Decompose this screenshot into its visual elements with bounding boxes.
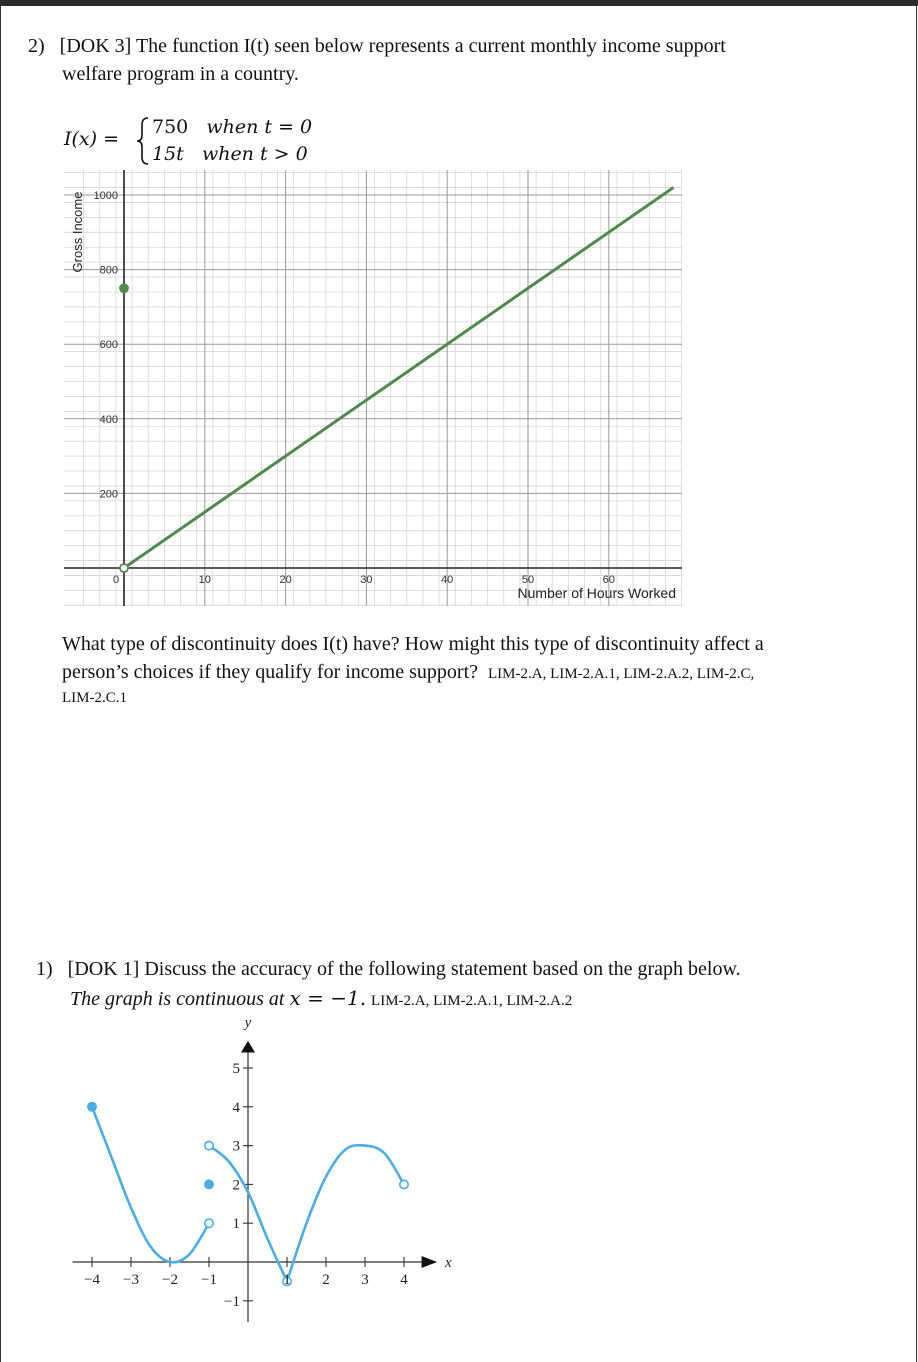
income-chart <box>60 168 685 610</box>
y-tick-label: 1 <box>232 1216 240 1233</box>
x-tick-label: 50 <box>521 574 535 586</box>
y-axis-label: Gross Income <box>70 191 85 273</box>
case-1 <box>152 114 312 141</box>
x-axis-label: Number of Hours Worked <box>517 585 676 601</box>
open-point <box>205 1219 213 1227</box>
open-point <box>205 1141 213 1149</box>
question-2-followup-text: person’s choices if they qualify for income support? <box>62 661 478 683</box>
x-tick-label: 30 <box>360 574 373 586</box>
y-tick-label: 3 <box>232 1138 240 1155</box>
case-1-condition: when t = 0 <box>206 116 313 138</box>
x-tick-label: 40 <box>441 574 454 586</box>
y-tick-label: −1 <box>224 1293 240 1310</box>
y-tick-label: 5 <box>232 1061 240 1077</box>
x-tick-label: 20 <box>279 574 292 586</box>
case-2-value: 15t <box>152 143 184 165</box>
x-tick-label: 2 <box>322 1272 330 1288</box>
function-lhs: I(x) = <box>64 128 120 150</box>
piecewise-graph-labels <box>84 1015 452 1310</box>
y-tick-label: 2 <box>232 1177 240 1194</box>
question-2-standards-line3: LIM-2.C.1 <box>62 690 127 706</box>
question-2-number: 2) <box>28 35 45 57</box>
x-tick-label: 3 <box>361 1272 369 1288</box>
y-tick-label: 400 <box>99 413 118 426</box>
x-tick-label: 60 <box>602 574 615 586</box>
income-chart-marks <box>120 188 673 572</box>
x-tick-label: 1 <box>283 1272 291 1288</box>
question-1-line1 <box>36 955 741 983</box>
question-1-line2 <box>70 984 572 1015</box>
x-tick-label: −3 <box>123 1272 139 1288</box>
open-point <box>400 1180 408 1188</box>
y-axis-arrow <box>241 1041 255 1053</box>
x-tick-label: −2 <box>162 1272 178 1288</box>
question-1-dok: [DOK 1] <box>67 958 140 980</box>
question-2-followup-line1: What type of discontinuity does I(t) have? How might this type of discontinuity affect a <box>62 633 764 655</box>
x-tick-label: −4 <box>84 1272 100 1288</box>
question-1-prompt: Discuss the accuracy of the following statement based on the graph below. <box>144 958 741 980</box>
open-point <box>120 564 128 572</box>
piecewise-graph <box>60 1015 460 1325</box>
case-1-value: 750 <box>152 116 189 138</box>
x-tick-label: 4 <box>400 1272 408 1288</box>
question-2-followup-line2 <box>62 658 754 688</box>
y-tick-label: 1000 <box>93 190 118 202</box>
closed-point <box>205 1180 213 1188</box>
case-2-condition: when t > 0 <box>201 143 308 165</box>
x-tick-label: −1 <box>201 1272 217 1288</box>
question-1-number: 1) <box>36 958 53 980</box>
income-chart-axes <box>64 170 682 606</box>
case-2 <box>152 141 308 168</box>
question-2-line1 <box>28 32 726 60</box>
x-tick-label: 10 <box>198 574 211 586</box>
closed-point <box>120 284 128 292</box>
x-axis-label: x <box>445 1255 452 1271</box>
question-1-statement-math: x = −1. <box>289 986 367 1010</box>
income-chart-grid <box>64 170 682 606</box>
question-2-prompt-line1: The function I(t) seen below represents a current monthly income support <box>135 35 726 57</box>
curve-piece <box>92 1107 209 1263</box>
y-tick-label: 4 <box>232 1099 240 1116</box>
question-1-standards: LIM-2.A, LIM-2.A.1, LIM-2.A.2 <box>371 993 573 1009</box>
income-line <box>124 188 673 568</box>
question-2-dok: [DOK 3] <box>59 35 132 57</box>
y-tick-label: 800 <box>99 264 118 277</box>
brace <box>136 116 150 166</box>
x-axis-arrow <box>422 1256 438 1268</box>
question-2-prompt-line2: welfare program in a country. <box>62 63 299 85</box>
y-axis-label: y <box>244 1015 252 1031</box>
y-tick-label: 600 <box>99 339 118 352</box>
question-2-standards: LIM-2.A, LIM-2.A.1, LIM-2.A.2, LIM-2.C, <box>488 666 755 682</box>
curve-piece <box>287 1145 404 1281</box>
closed-point <box>88 1103 96 1111</box>
question-1-statement: The graph is continuous at <box>70 988 285 1010</box>
x-tick-label: 0 <box>112 574 120 586</box>
y-tick-label: 200 <box>99 488 118 501</box>
